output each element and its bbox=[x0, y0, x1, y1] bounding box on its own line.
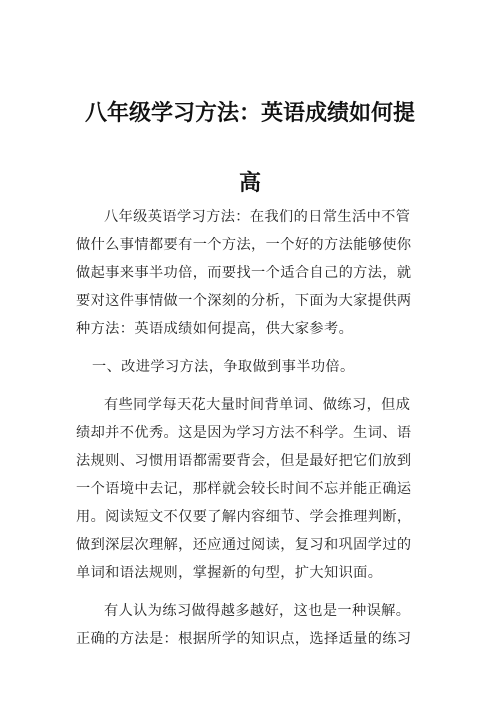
paragraph-line: 法规则、习惯用语都需要背会，但是最好把它们放到 bbox=[76, 453, 412, 469]
paragraph-line: 有人认为练习做得越多越好，这也是一种误解。 bbox=[104, 603, 411, 619]
intro-line: 八年级英语学习方法：在我们的日常生活中不管 bbox=[104, 209, 411, 225]
paragraph-line: 单词和语法规则，掌握新的句型，扩大知识面。 bbox=[76, 565, 383, 581]
intro-line: 做起事来事半功倍，而要找一个适合自己的方法，就 bbox=[76, 265, 412, 281]
paragraph-line: 做到深层次理解，还应通过阅读，复习和巩固学过的 bbox=[76, 537, 412, 553]
paragraph-line: 正确的方法是：根据所学的知识点，选择适量的练习 bbox=[76, 631, 412, 647]
paragraph-line: 有些同学每天花大量时间背单词、做练习，但成 bbox=[104, 397, 411, 413]
document-title-line-2: 高 bbox=[238, 171, 261, 196]
document-title-line-1: 八年级学习方法：英语成绩如何提 bbox=[84, 101, 415, 126]
paragraph-line: 一个语境中去记，那样就会较长时间不忘并能正确运 bbox=[76, 481, 412, 497]
section-heading: 一、改进学习方法，争取做到事半功倍。 bbox=[92, 359, 355, 375]
intro-line: 做什么事情都要有一个方法，一个好的方法能够使你 bbox=[76, 237, 412, 253]
intro-line: 种方法：英语成绩如何提高，供大家参考。 bbox=[76, 321, 354, 337]
intro-line: 要对这件事情做一个深刻的分析，下面为大家提供两 bbox=[76, 293, 412, 309]
paragraph-line: 绩却并不优秀。这是因为学习方法不科学。生词、语 bbox=[76, 425, 412, 441]
paragraph-line: 用。阅读短文不仅要了解内容细节、学会推理判断， bbox=[76, 509, 412, 525]
